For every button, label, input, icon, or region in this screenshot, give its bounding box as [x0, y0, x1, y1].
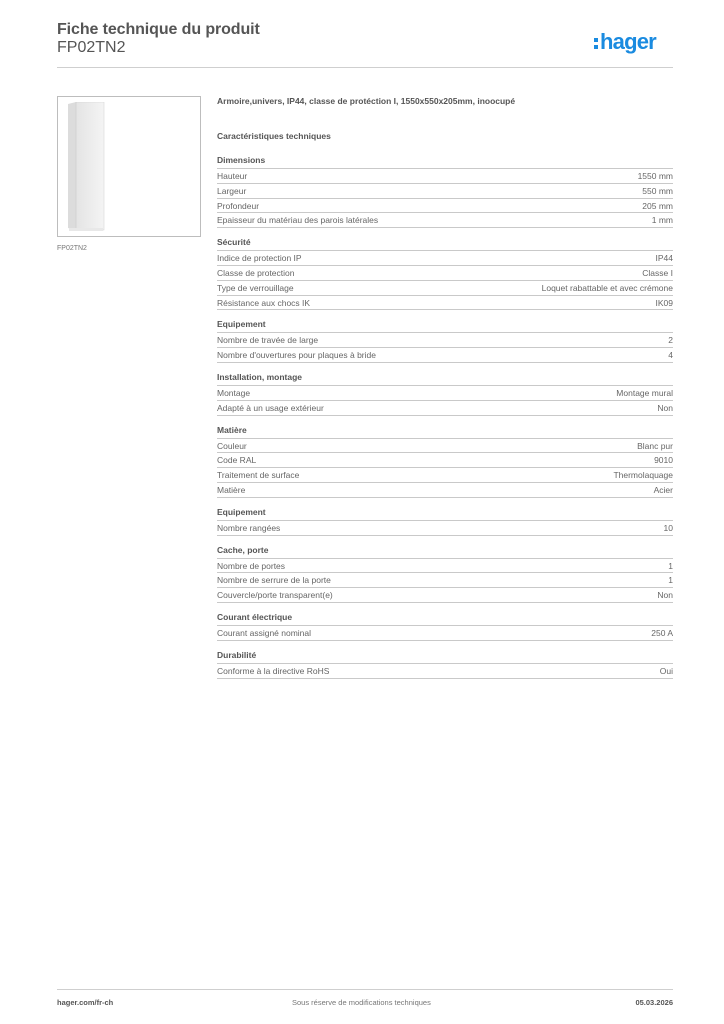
spec-value: Non [657, 590, 673, 601]
spec-value: 4 [668, 350, 673, 361]
spec-value: 2 [668, 335, 673, 346]
spec-row [217, 588, 673, 603]
footer-disclaimer: Sous réserve de modifications techniques [292, 998, 431, 1007]
footer-divider [57, 989, 673, 990]
section-title: Dimensions [217, 155, 673, 169]
spec-value: Blanc pur [637, 440, 673, 451]
section-title: Sécurité [217, 237, 673, 251]
spec-row [217, 521, 673, 536]
section-title: Matière [217, 425, 673, 439]
spec-value: 1 mm [651, 215, 673, 226]
logo-colon-icon [594, 38, 598, 49]
section-title: Durabilité [217, 650, 673, 664]
section-title: Cache, porte [217, 545, 673, 559]
characteristics-title: Caractéristiques techniques [217, 131, 331, 141]
spec-section [217, 372, 673, 416]
spec-section [217, 425, 673, 498]
spec-value: 1 [668, 575, 673, 586]
spec-label: Montage [217, 387, 251, 398]
footer-date: 05.03.2026 [635, 998, 673, 1007]
spec-value: 10 [663, 522, 673, 533]
spec-section [217, 237, 673, 310]
spec-row [217, 664, 673, 679]
spec-label: Type de verrouillage [217, 282, 294, 293]
product-image-caption: FP02TN2 [57, 245, 87, 252]
spec-value: Oui [659, 665, 673, 676]
spec-label: Couvercle/porte transparent(e) [217, 590, 333, 601]
spec-row [217, 184, 673, 199]
spec-value: Montage mural [616, 387, 673, 398]
spec-value: 1 [668, 560, 673, 571]
section-title: Equipement [217, 319, 673, 333]
spec-label: Code RAL [217, 455, 257, 466]
spec-value: Non [657, 402, 673, 413]
spec-value: 250 A [651, 627, 673, 638]
spec-row [217, 626, 673, 641]
spec-value: Acier [653, 484, 673, 495]
spec-value: 9010 [654, 455, 673, 466]
logo-text: hager [600, 29, 656, 54]
spec-label: Adapté à un usage extérieur [217, 402, 324, 413]
spec-label: Hauteur [217, 171, 248, 181]
section-title: Equipement [217, 507, 673, 521]
spec-label: Nombre rangées [217, 522, 281, 533]
spec-label: Profondeur [217, 200, 260, 211]
spec-label: Nombre de portes [217, 560, 286, 571]
spec-value: 205 mm [642, 200, 673, 211]
spec-label: Traitement de surface [217, 470, 300, 481]
section-title: Installation, montage [217, 372, 673, 386]
cabinet-illustration-icon [64, 102, 105, 232]
spec-section [217, 155, 673, 228]
page-title: Fiche technique du produit [57, 21, 260, 38]
spec-label: Matière [217, 484, 246, 495]
spec-value: IK09 [655, 297, 673, 308]
spec-label: Nombre de travée de large [217, 335, 319, 346]
spec-row [217, 251, 673, 266]
spec-row [217, 559, 673, 574]
spec-value: Thermolaquage [613, 470, 673, 481]
spec-section [217, 612, 673, 641]
spec-row [217, 453, 673, 468]
spec-row [217, 573, 673, 588]
hager-logo [594, 29, 656, 55]
spec-row [217, 348, 673, 363]
spec-row [217, 199, 673, 214]
spec-value: IP44 [655, 253, 673, 264]
spec-section [217, 507, 673, 536]
spec-label: Couleur [217, 440, 247, 451]
spec-row [217, 213, 673, 228]
spec-row [217, 483, 673, 498]
characteristics-sections [217, 155, 673, 679]
spec-label: Epaisseur du matériau des parois latérales [217, 215, 379, 226]
spec-section [217, 650, 673, 679]
spec-label: Classe de protection [217, 267, 295, 278]
spec-value: Loquet rabattable et avec crémone [541, 282, 673, 293]
spec-row [217, 401, 673, 416]
product-code: FP02TN2 [57, 39, 126, 56]
spec-section [217, 545, 673, 603]
spec-label: Résistance aux chocs IK [217, 297, 311, 308]
spec-section [217, 319, 673, 363]
header-divider [57, 67, 673, 68]
spec-row [217, 266, 673, 281]
spec-label: Conforme à la directive RoHS [217, 665, 330, 676]
spec-label: Nombre d'ouvertures pour plaques à bride [217, 350, 376, 361]
spec-label: Largeur [217, 185, 247, 196]
footer-website: hager.com/fr-ch [57, 998, 114, 1007]
spec-value: Classe I [642, 267, 673, 278]
spec-row [217, 169, 673, 184]
spec-value: 1550 mm [637, 171, 673, 181]
product-description: Armoire,univers, IP44, classe de protéction I, 1550x550x205mm, inoocupé [217, 96, 516, 106]
spec-label: Courant assigné nominal [217, 627, 312, 638]
section-title: Courant électrique [217, 612, 673, 626]
product-details [217, 96, 673, 688]
spec-row [217, 296, 673, 311]
spec-row [217, 439, 673, 454]
spec-row [217, 333, 673, 348]
product-image [57, 96, 201, 237]
spec-row [217, 468, 673, 483]
spec-row [217, 386, 673, 401]
spec-label: Indice de protection IP [217, 253, 302, 264]
spec-row [217, 281, 673, 296]
spec-label: Nombre de serrure de la porte [217, 575, 331, 586]
spec-value: 550 mm [642, 185, 673, 196]
